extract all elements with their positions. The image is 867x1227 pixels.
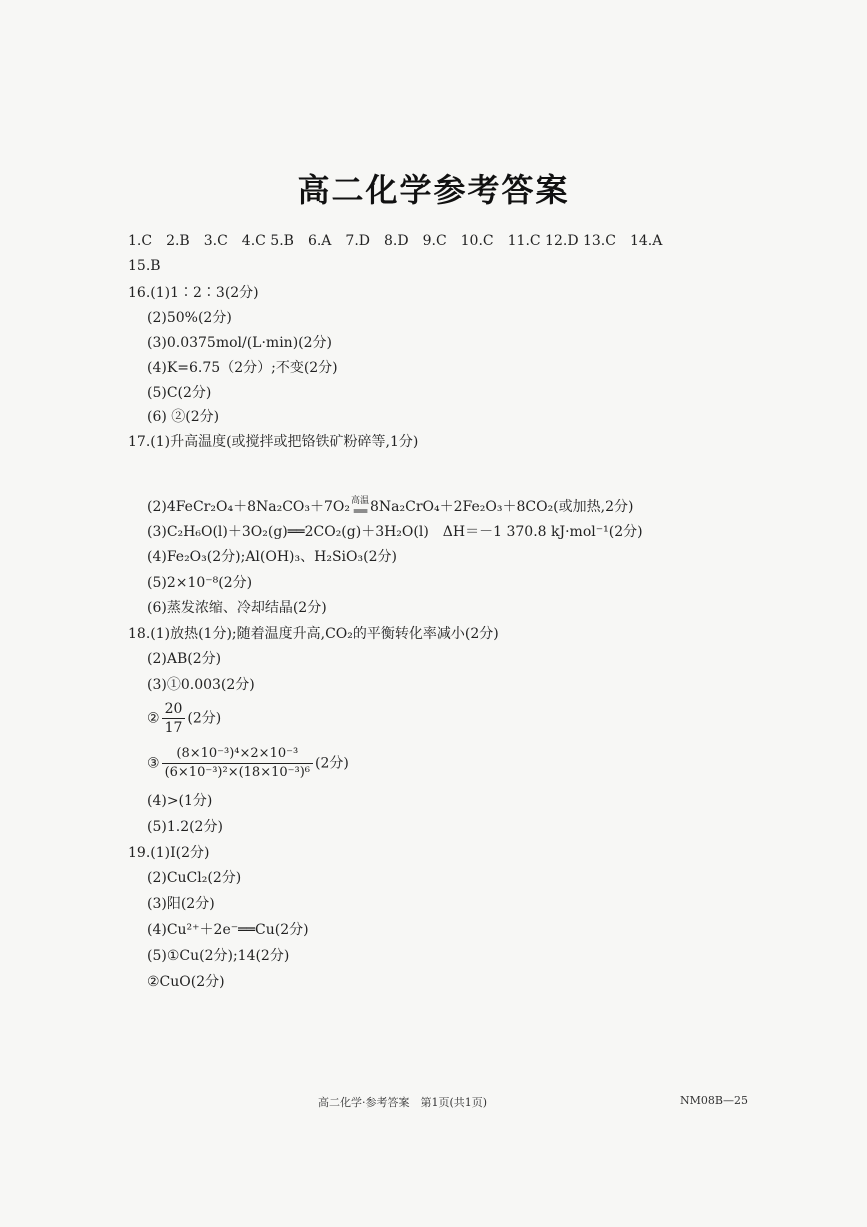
footer-code: NM08B—25 [680, 1094, 748, 1107]
circled-2: ② [147, 710, 160, 727]
q16-part-6: (6) ②(2分) [147, 409, 220, 425]
fraction-20-17 [162, 700, 186, 737]
q18-part-3: (3)①0.003(2分) [147, 677, 255, 693]
q18-part-1: 18.(1)放热(1分);随着温度升高,CO₂的平衡转化率减小(2分) [128, 626, 499, 642]
q17-part-4: (4)Fe₂O₃(2分);Al(OH)₃、H₂SiO₃(2分) [147, 549, 397, 565]
q16-part-2: (2)50%(2分) [147, 310, 232, 326]
kp-fraction [162, 745, 313, 782]
q19-part-2: (2)CuCl₂(2分) [147, 870, 242, 886]
equals-sign: ══ [353, 504, 367, 518]
fraction-denominator: (6×10⁻³)²×(18×10⁻³)⁶ [164, 765, 310, 780]
score: (2分) [315, 755, 349, 772]
q17-part-2 [147, 497, 633, 516]
q19-part-4: (4)Cu²⁺＋2e⁻══Cu(2分) [147, 922, 309, 938]
fraction-numerator: 20 [162, 700, 186, 719]
q17-equation-left: (2)4FeCr₂O₄＋8Na₂CO₃＋7O₂ [147, 499, 350, 515]
q18-part-5: (5)1.2(2分) [147, 819, 223, 835]
reaction-condition: 高温 [351, 496, 370, 506]
q18-part-2: (2)AB(2分) [147, 651, 222, 667]
q17-part-5: (5)2×10⁻⁸(2分) [147, 575, 253, 591]
q16-part-5: (5)C(2分) [147, 385, 212, 401]
q16-part-4: (4)K=6.75（2分）;不变(2分) [147, 360, 338, 376]
q19-part-5: (5)①Cu(2分);14(2分) [147, 948, 290, 964]
q17-equation-right: 8Na₂CrO₄＋2Fe₂O₃＋8CO₂(或加热,2分) [370, 499, 634, 515]
q18-part-3c [147, 745, 349, 782]
choice-answers-line-2: 15.B [128, 258, 161, 274]
q16-part-1: 16.(1)1∶2∶3(2分) [128, 285, 259, 301]
score: (2分) [187, 710, 222, 727]
choice-answers-line-1: 1.C 2.B 3.C 4.C 5.B 6.A 7.D 8.D 9.C 10.C 11.C 12.D 13.C 14.A [128, 233, 663, 249]
q17-part-1: 17.(1)升高温度(或搅拌或把铬铁矿粉碎等,1分) [128, 434, 419, 450]
q19-part-6: ②CuO(2分) [147, 974, 225, 990]
q19-part-3: (3)阳(2分) [147, 896, 215, 912]
circled-3: ③ [147, 755, 160, 772]
q19-part-1: 19.(1)Ⅰ(2分) [128, 845, 210, 861]
q17-part-3: (3)C₂H₆O(l)＋3O₂(g)══2CO₂(g)＋3H₂O(l) ΔH＝－1 370.8 kJ·mol⁻¹(2分) [147, 524, 643, 540]
q18-part-4: (4)>(1分) [147, 793, 213, 809]
footer-page-info: 高二化学·参考答案 第1页(共1页) [318, 1096, 488, 1109]
page-title: 高二化学参考答案 [297, 171, 570, 209]
fraction-denominator: 17 [164, 720, 183, 736]
q16-part-3: (3)0.0375mol/(L·min)(2分) [147, 335, 332, 351]
q18-part-3b [147, 700, 221, 737]
fraction-numerator: (8×10⁻³)⁴×2×10⁻³ [162, 745, 313, 764]
q17-part-6: (6)蒸发浓缩、冷却结晶(2分) [147, 600, 327, 616]
